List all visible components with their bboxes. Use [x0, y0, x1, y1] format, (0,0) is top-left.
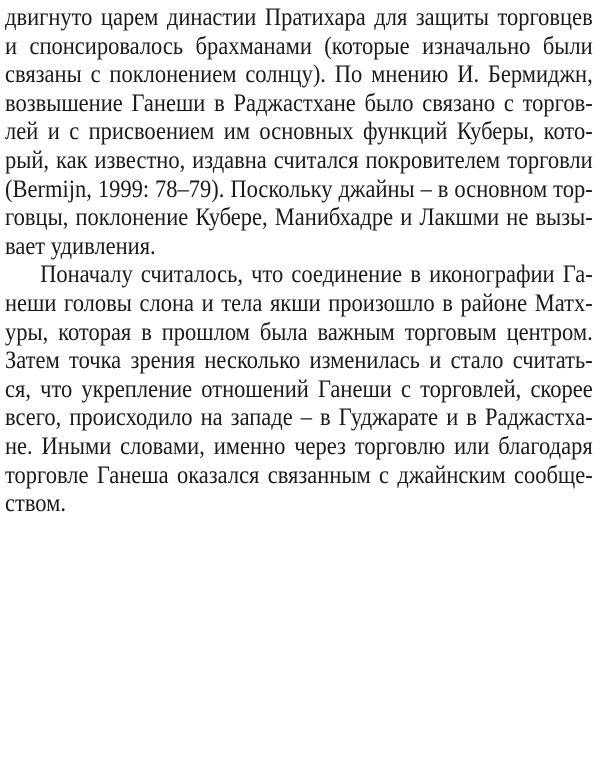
text-line: двигнуто царем династии Пратихара для защиты торговцев	[5, 4, 593, 31]
text-line: вает удивления.	[5, 232, 156, 260]
text-line: говцы, поклонение Кубере, Манибхадре и Лакшми не вызы-	[5, 204, 593, 232]
text-line: (Bermijn, 1999: 78–79). Поскольку джайны – в основном тор-	[5, 175, 593, 203]
text-line: Поначалу считалось, что соединение в иконографии Га-	[40, 261, 593, 289]
text-line: торговле Ганеша оказался связанным с джайнским сообще-	[5, 461, 593, 489]
text-line: Затем точка зрения несколько изменилась и стало считать-	[5, 347, 593, 375]
text-line: лей и с присвоением им основных функций Куберы, кото-	[5, 118, 593, 146]
text-line: и спонсировалось брахманами (которые изначально были	[5, 32, 593, 60]
document-page	[5, 4, 600, 519]
paragraph-1	[5, 4, 600, 261]
text-line: ством.	[5, 490, 66, 518]
paragraph-2	[5, 261, 600, 518]
text-line: рый, как известно, издавна считался покровителем торговли	[5, 146, 593, 174]
text-line: всего, происходило на западе – в Гуджарате и в Раджастха-	[5, 404, 593, 432]
text-line: ся, что укрепление отношений Ганеши с торговлей, скорее	[5, 375, 593, 403]
text-line: неши головы слона и тела якши произошло в районе Матх-	[5, 289, 593, 317]
text-line: связаны с поклонением солнцу). По мнению И. Бермиджн,	[5, 61, 593, 89]
text-line: не. Иными словами, именно через торговлю или благодаря	[5, 432, 593, 460]
text-line: уры, которая в прошлом была важным торговым центром.	[5, 318, 593, 346]
text-line: возвышение Ганеши в Раджастхане было связано с торгов-	[5, 89, 593, 117]
